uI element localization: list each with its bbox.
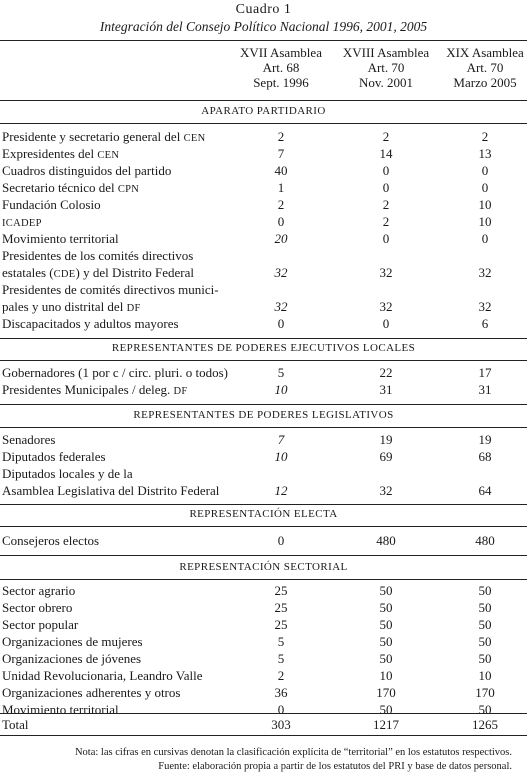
row-value-1: 25 [274,600,288,615]
section-rule [0,100,527,101]
table-row [0,298,527,315]
row-value-3: 64 [478,483,492,498]
row-value-2: 32 [379,483,393,498]
row-value-1: 7 [277,146,285,161]
row-value-2: 14 [379,146,393,161]
row-label: Movimiento territorial [2,231,119,246]
row-value-3: 32 [478,299,492,314]
row-value-1: 2 [277,197,285,212]
table-row [0,230,527,247]
row-value-3: 68 [478,449,492,464]
row-label: pales y uno distrital del DF [2,299,141,314]
table-row [0,128,527,145]
row-value-1: 36 [274,685,288,700]
row-value-2: 50 [379,600,393,615]
section-title-rule [0,360,527,361]
row-value-3: 0 [481,163,489,178]
row-value-1: 0 [277,214,285,229]
table-row [0,465,527,482]
row-value-1: 5 [277,634,285,649]
section-title-rule [0,427,527,428]
row-value-1: 40 [274,163,288,178]
row-value-2: 69 [379,449,393,464]
row-value-2: 0 [382,231,390,246]
section-rule [0,555,527,556]
column-header-3 [428,45,527,90]
table-row [0,213,527,230]
row-value-3: 32 [478,265,492,280]
row-label: Unidad Revolucionaria, Leandro Valle [2,668,203,683]
row-value-1: 5 [277,651,285,666]
row-value-1: 303 [271,717,291,732]
row-label: ICADEP [2,218,42,229]
table-row [0,482,527,499]
row-value-1: 25 [274,583,288,598]
row-label: Diputados locales y de la [2,466,133,481]
row-value-3: 19 [478,432,492,447]
row-value-2: 50 [379,651,393,666]
section-rule [0,504,527,505]
table-row [0,196,527,213]
table-row [0,264,527,281]
row-value-3: 2 [481,129,489,144]
row-label: Secretario técnico del CPN [2,180,140,195]
row-label: Total [2,717,29,732]
row-value-2: 0 [382,316,390,331]
section-rule [0,404,527,405]
section-title: APARATO PARTIDARIO [201,105,326,117]
row-value-3: 50 [478,583,492,598]
row-value-2: 170 [376,685,396,700]
row-value-2: 50 [379,617,393,632]
column-header-2-name: XVIII Asamblea [342,45,430,60]
source-note: Fuente: elaboración propia a partir de los estatutos del PRI y base de datos personal. [158,761,512,772]
row-value-3: 0 [481,231,489,246]
row-value-1: 2 [277,668,285,683]
column-header-1 [225,45,337,90]
row-value-3: 13 [478,146,492,161]
table-title: Cuadro 1 [235,2,292,17]
row-value-2: 2 [382,197,390,212]
row-value-3: 50 [478,634,492,649]
table-subtitle: Integración del Consejo Político Nacional 1996, 2001, 2005 [99,19,428,34]
section-title-rule [0,123,527,124]
row-label: Cuadros distinguidos del partido [2,163,172,178]
row-label: Discapacitados y adultos mayores [2,316,179,331]
row-value-3: 50 [478,651,492,666]
footnote: Nota: las cifras en cursivas denotan la clasificación explícita de “territorial” en los estatutos respectivos. [74,747,512,758]
row-value-3: 10 [478,214,492,229]
table-row [0,281,527,298]
column-header-2-date: Nov. 2001 [358,75,414,90]
row-value-1: 25 [274,617,288,632]
section-title-rule [0,526,527,527]
table-row [0,431,527,448]
column-header-1-name: XVII Asamblea [240,45,322,60]
row-label: Organizaciones de jóvenes [2,651,142,666]
total-row [0,716,527,733]
total-rule [0,713,527,714]
row-value-1: 1 [277,180,285,195]
row-value-2: 10 [379,668,393,683]
column-header-3-date: Marzo 2005 [453,75,517,90]
row-value-2: 50 [379,583,393,598]
table-row [0,582,527,599]
row-label: Fundación Colosio [2,197,101,212]
row-label: Movimiento territorial [2,702,119,717]
row-value-3: 1265 [472,717,498,732]
row-value-3: 50 [478,702,492,717]
row-label: estatales (CDE) y del Distrito Federal [2,265,194,280]
row-value-3: 0 [481,180,489,195]
row-label: Sector popular [2,617,79,632]
section-title: REPRESENTANTES DE PODERES LEGISLATIVOS [133,409,394,421]
row-value-3: 17 [478,365,492,380]
row-value-1: 32 [274,299,288,314]
row-value-3: 31 [478,382,492,397]
row-value-3: 480 [475,533,495,548]
row-value-1: 20 [274,231,288,246]
column-header-3-name: XIX Asamblea [446,45,524,60]
row-value-2: 22 [379,365,393,380]
row-label: Gobernadores (1 por c / circ. pluri. o todos) [2,365,228,380]
row-value-3: 6 [481,316,489,331]
row-value-3: 170 [475,685,495,700]
table-row [0,381,527,398]
table-row [0,145,527,162]
table-row [0,684,527,701]
row-value-1: 10 [274,382,288,397]
row-value-1: 10 [274,449,288,464]
column-header-2-article: Art. 70 [367,60,405,75]
table-row [0,532,527,549]
row-label: Organizaciones adherentes y otros [2,685,181,700]
section-title: REPRESENTACIÓN ELECTA [189,508,338,520]
table-row [0,162,527,179]
row-value-2: 2 [382,214,390,229]
bottom-rule [0,735,527,736]
table-row [0,650,527,667]
table-row [0,667,527,684]
section-title: REPRESENTANTES DE PODERES EJECUTIVOS LOCALES [111,342,416,354]
table-row [0,179,527,196]
row-value-3: 50 [478,600,492,615]
row-value-1: 0 [277,533,285,548]
row-value-2: 31 [379,382,393,397]
row-label: Asamblea Legislativa del Distrito Federal [2,483,220,498]
row-label: Consejeros electos [2,533,100,548]
row-label: Presidentes de comités directivos munici- [2,282,219,297]
row-value-2: 50 [379,634,393,649]
row-value-3: 50 [478,617,492,632]
row-value-1: 32 [274,265,288,280]
column-header-2 [330,45,442,90]
row-value-3: 10 [478,197,492,212]
column-header-3-article: Art. 70 [466,60,504,75]
section-rule [0,338,527,339]
row-value-2: 50 [379,702,393,717]
row-value-2: 2 [382,129,390,144]
row-label: Presidentes Municipales / deleg. DF [2,382,188,397]
row-label: Presidente y secretario general del CEN [2,129,206,144]
table-row [0,633,527,650]
top-rule [0,40,527,41]
row-label: Diputados federales [2,449,106,464]
row-label: Expresidentes del CEN [2,146,120,161]
row-value-1: 0 [277,316,285,331]
row-value-2: 0 [382,180,390,195]
table-row [0,364,527,381]
row-value-2: 1217 [373,717,399,732]
row-value-3: 10 [478,668,492,683]
row-value-2: 0 [382,163,390,178]
row-value-2: 19 [379,432,393,447]
row-value-1: 0 [277,702,285,717]
table-row [0,448,527,465]
column-header-1-date: Sept. 1996 [253,75,309,90]
row-value-1: 7 [277,432,285,447]
row-value-2: 32 [379,299,393,314]
section-title: REPRESENTACIÓN SECTORIAL [179,561,348,573]
row-value-2: 32 [379,265,393,280]
row-value-1: 5 [277,365,285,380]
column-header-1-article: Art. 68 [262,60,300,75]
row-label: Sector agrario [2,583,76,598]
row-value-1: 2 [277,129,285,144]
row-label: Senadores [2,432,56,447]
table-row [0,315,527,332]
row-value-2: 480 [376,533,396,548]
row-label: Presidentes de los comités directivos [2,248,194,263]
table-row [0,247,527,264]
row-label: Organizaciones de mujeres [2,634,143,649]
row-value-1: 12 [274,483,288,498]
table-row [0,616,527,633]
table-row [0,599,527,616]
section-title-rule [0,579,527,580]
row-label: Sector obrero [2,600,73,615]
